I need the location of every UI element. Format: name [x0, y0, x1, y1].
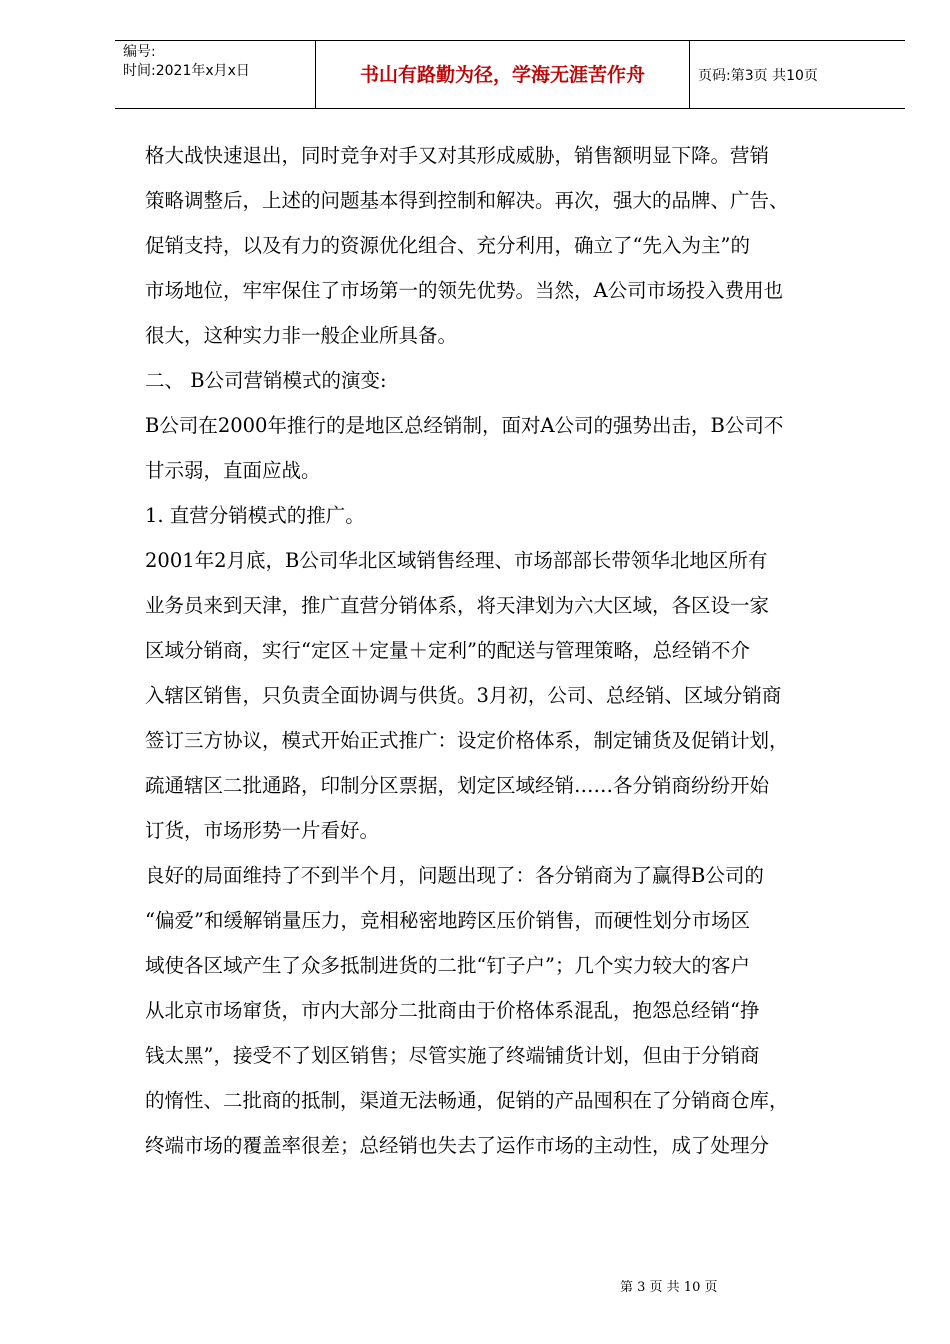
body-text-line: 入辖区销售，只负责全面协调与供货。3月初，公司、总经销、区域分销商: [145, 684, 782, 707]
header-meta-cell: [115, 41, 316, 108]
body-text-line: 甘示弱，直面应战。: [145, 459, 321, 482]
header-page-info: 页码:第3页 共10页: [698, 68, 818, 84]
body-text-line: 域使各区域产生了众多抵制进货的二批“钉子户”；几个实力较大的客户: [145, 954, 750, 977]
body-text-line: 钱太黑”，接受不了划区销售；尽管实施了终端铺货计划，但由于分销商: [145, 1044, 760, 1067]
body-text-line: 促销支持，以及有力的资源优化组合、充分利用，确立了“先入为主”的: [145, 234, 750, 257]
header-motto: 书山有路勤为径，学海无涯苦作舟: [359, 64, 645, 86]
body-text-line: 订货，市场形势一片看好。: [145, 819, 380, 842]
body-text-line: 市场地位，牢牢保住了市场第一的领先优势。当然，A公司市场投入费用也: [145, 279, 784, 302]
body-text-line: 签订三方协议，模式开始正式推广：设定价格体系，制定铺货及促销计划，: [145, 729, 789, 752]
body-text-line: 二、 B公司营销模式的演变:: [145, 369, 387, 392]
body-text-line: 终端市场的覆盖率很差；总经销也失去了运作市场的主动性，成了处理分: [145, 1134, 770, 1157]
body-text-line: 策略调整后，上述的问题基本得到控制和解决。再次，强大的品牌、广告、: [145, 189, 789, 212]
body-text-line: 的惰性、二批商的抵制，渠道无法畅通，促销的产品囤积在了分销商仓库，: [145, 1089, 789, 1112]
body-text-line: 疏通辖区二批通路，印制分区票据，划定区域经销……各分销商纷纷开始: [145, 774, 770, 797]
document-number-label: 编号:: [123, 44, 156, 60]
body-text-line: 格大战快速退出，同时竞争对手又对其形成威胁，销售额明显下降。营销: [145, 144, 770, 167]
page-header: [115, 40, 905, 109]
page-footer: 第 3 页 共 10 页: [620, 1280, 718, 1295]
header-page-cell: [690, 41, 905, 108]
document-time-label: 时间:2021年x月x日: [123, 63, 250, 79]
body-text-line: 良好的局面维持了不到半个月，问题出现了：各分销商为了赢得B公司的: [145, 864, 764, 887]
body-text-line: 2001年2月底，B公司华北区域销售经理、市场部部长带领华北地区所有: [145, 549, 768, 572]
body-text-line: 很大，这种实力非一般企业所具备。: [145, 324, 458, 347]
body-text-line: 区域分销商，实行“定区＋定量＋定利”的配送与管理策略，总经销不介: [145, 639, 750, 662]
body-text-line: 业务员来到天津，推广直营分销体系，将天津划为六大区域，各区设一家: [145, 594, 770, 617]
document-body: [145, 133, 885, 1168]
body-text-line: B公司在2000年推行的是地区总经销制，面对A公司的强势出击，B公司不: [145, 414, 784, 437]
body-text-line: “偏爱”和缓解销量压力，竞相秘密地跨区压价销售，而硬性划分市场区: [145, 909, 750, 932]
header-motto-cell: [316, 41, 690, 108]
body-text-line: 1. 直营分销模式的推广。: [145, 504, 365, 527]
body-text-line: 从北京市场窜货，市内大部分二批商由于价格体系混乱，抱怨总经销“挣: [145, 999, 760, 1022]
